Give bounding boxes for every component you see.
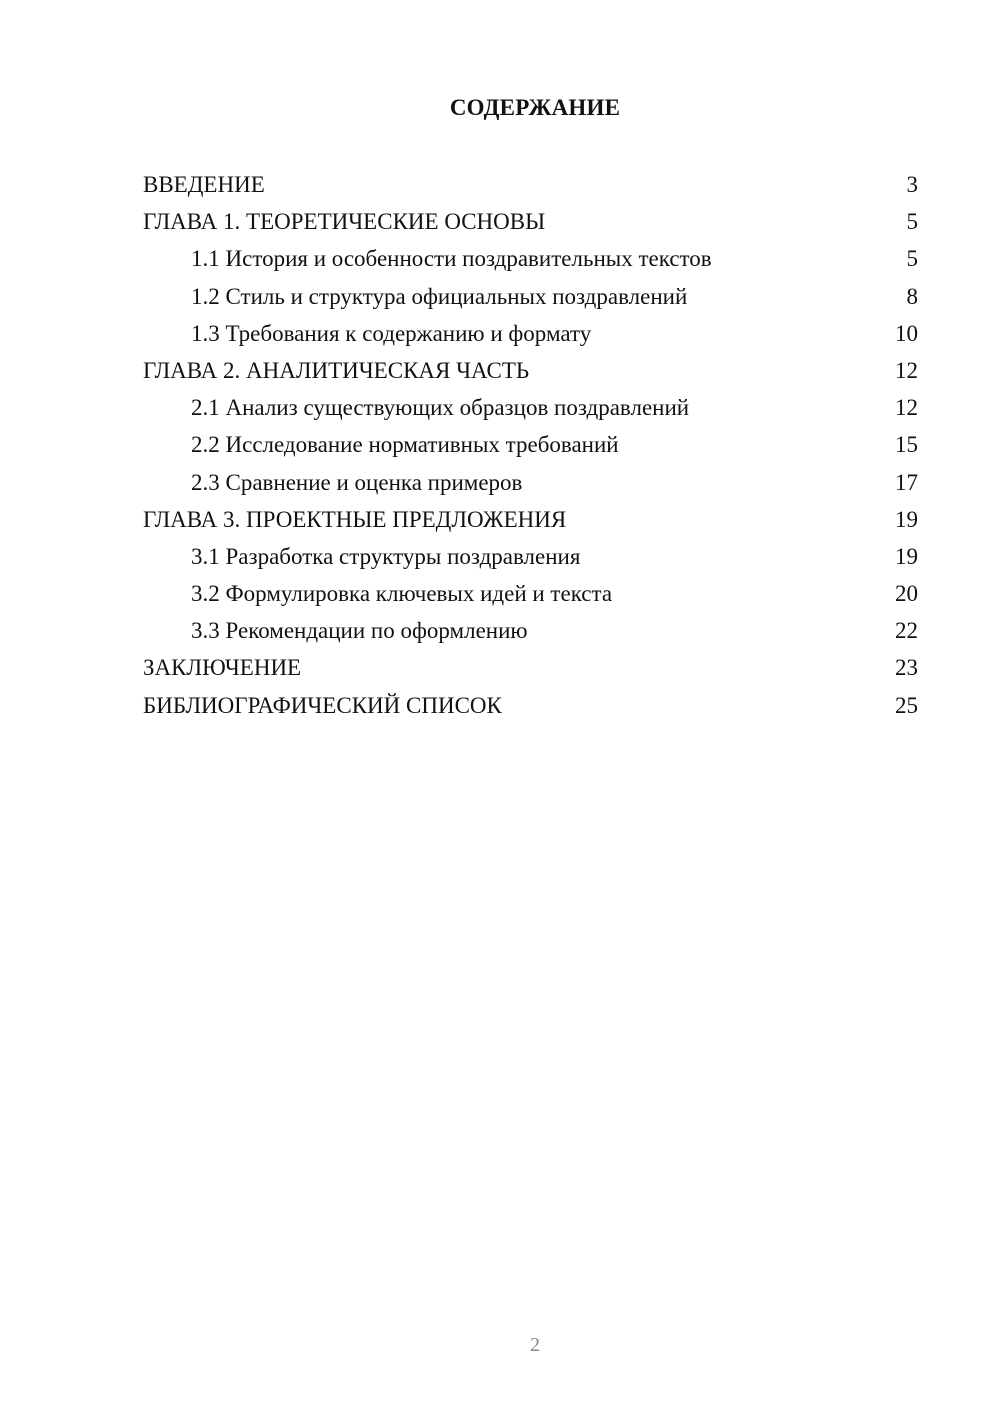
toc-entry-label: ГЛАВА 3. ПРОЕКТНЫЕ ПРЕДЛОЖЕНИЯ [143,506,567,532]
toc-entry-section-1-2 [143,278,918,315]
toc-entry-page: 20 [895,581,918,607]
table-of-contents [143,166,918,724]
toc-entry-label: 2.2 Исследование нормативных требований [191,432,619,458]
toc-entry-conclusion [143,649,918,686]
toc-entry-label: 2.3 Сравнение и оценка примеров [191,469,523,495]
toc-entry-section-2-2 [143,426,918,463]
toc-entry-label: 1.2 Стиль и структура официальных поздравлений [191,283,688,309]
toc-entry-section-1-1 [143,240,918,277]
toc-entry-chapter-3 [143,501,918,538]
toc-entry-label: 3.2 Формулировка ключевых идей и текста [191,581,613,607]
toc-entry-section-3-2 [143,575,918,612]
toc-entry-label: 1.3 Требования к содержанию и формату [191,320,592,346]
toc-entry-page: 10 [895,320,918,346]
toc-entry-page: 12 [895,357,918,383]
toc-entry-label: ГЛАВА 1. ТЕОРЕТИЧЕСКИЕ ОСНОВЫ [143,209,546,235]
toc-entry-page: 12 [895,395,918,421]
toc-entry-section-2-1 [143,389,918,426]
toc-entry-page: 5 [906,209,918,235]
toc-entry-label: 2.1 Анализ существующих образцов поздравлений [191,395,690,421]
toc-entry-label: ГЛАВА 2. АНАЛИТИЧЕСКАЯ ЧАСТЬ [143,357,530,383]
toc-entry-label: ВВЕДЕНИЕ [143,172,265,197]
toc-entry-label: БИБЛИОГРАФИЧЕСКИЙ СПИСОК [143,692,502,718]
toc-entry-page: 19 [895,543,918,569]
toc-entry-section-3-1 [143,538,918,575]
toc-entry-label: 3.3 Рекомендации по оформлению [191,618,528,644]
toc-entry-introduction [143,166,918,203]
toc-entry-chapter-1 [143,203,918,240]
toc-entry-section-3-3 [143,612,918,649]
toc-entry-page: 17 [895,469,918,495]
toc-entry-section-1-3 [143,315,918,352]
toc-entry-page: 8 [906,283,918,309]
toc-entry-page: 15 [895,432,918,458]
toc-entry-label: 3.1 Разработка структуры поздравления [191,543,581,569]
toc-entry-page: 19 [895,506,918,532]
toc-entry-label: ЗАКЛЮЧЕНИЕ [143,655,302,681]
toc-entry-bibliography [143,687,918,724]
toc-entry-section-2-3 [143,464,918,501]
page-title: СОДЕРЖАНИЕ [449,95,621,120]
page-number: 2 [530,1334,540,1356]
toc-entry-page: 25 [895,692,918,718]
toc-entry-chapter-2 [143,352,918,389]
toc-entry-page: 23 [895,655,918,681]
toc-entry-page: 3 [906,172,918,197]
toc-entry-page: 5 [906,246,918,272]
toc-entry-label: 1.1 История и особенности поздравительных текстов [191,246,712,272]
toc-entry-page: 22 [895,618,918,644]
